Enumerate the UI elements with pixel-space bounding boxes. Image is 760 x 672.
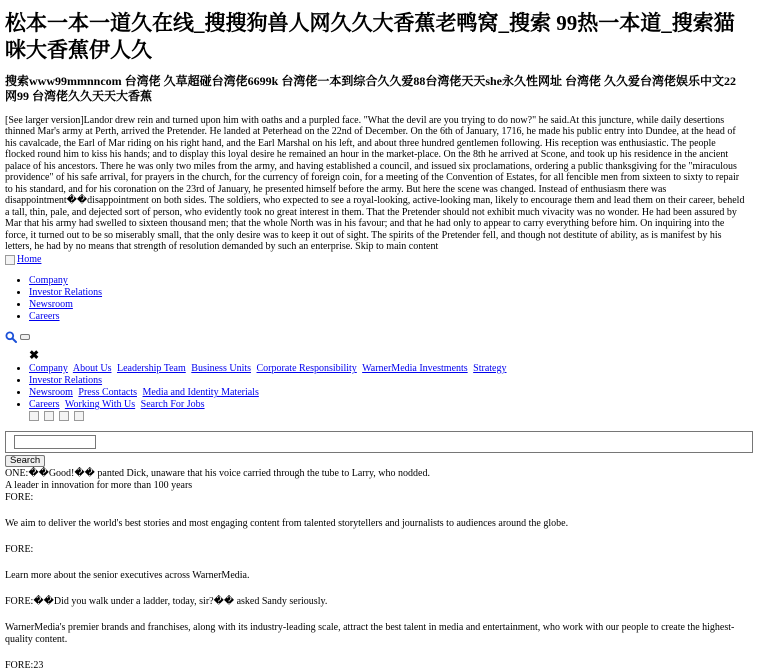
nav-item-company (29, 275, 745, 287)
menu-group-company (29, 363, 745, 375)
social-icon-facebook[interactable] (29, 411, 39, 421)
page-subtitle: 搜索www99mmnncom 台湾佬 久草超碰台湾佬6699k 台湾佬一本到综合久久爱88台湾佬天天she永久性网址 台湾佬 久久爱台湾佬娱乐中文22网99 台湾佬久久天天大香蕉 (5, 73, 737, 104)
social-links (29, 411, 745, 421)
menu-group-careers (29, 399, 745, 421)
search-icon[interactable] (5, 331, 17, 343)
search-form (5, 431, 753, 453)
nav-item-investor-relations (29, 287, 745, 299)
menu-link-strategy[interactable]: Strategy (473, 363, 507, 375)
search-input[interactable] (14, 435, 96, 449)
social-icon-linkedin[interactable] (59, 411, 69, 421)
content-brands: WarnerMedia's premier brands and franchises, along with its industry-leading scale, attract the best talent in media and entertainment, who work with our people to create the highest-quality content. (5, 621, 735, 645)
menu-link-leadership-team[interactable]: Leadership Team (116, 363, 186, 375)
content-ladder-quote: FORE:��Did you walk under a ladder, today, sir?�� asked Sandy seriously. (5, 595, 328, 607)
nav-link-company[interactable]: Company (29, 275, 68, 287)
home-link-label: Home (17, 253, 42, 265)
menu-link-business-units[interactable]: Business Units (191, 363, 252, 375)
menu-link-press-contacts[interactable]: Press Contacts (78, 387, 137, 399)
menu-link-about-us[interactable]: About Us (72, 363, 112, 375)
search-button[interactable]: Search (5, 455, 45, 467)
menu-link-careers[interactable]: Careers (29, 399, 60, 411)
content-line-one: ONE:��Good!�� panted Dick, unaware that his voice carried through the tube to Larry, who nodded. (5, 467, 430, 479)
home-logo-image (5, 255, 15, 265)
content-leadership: Learn more about the senior executives across WarnerMedia. (5, 569, 250, 581)
content-tagline: A leader in innovation for more than 100 years (5, 479, 193, 491)
menu-toggle-button[interactable] (20, 334, 30, 340)
page-title: 松本一本一道久在线_搜搜狗兽人网久久大香蕉老鸭窝_搜索 99热一本道_搜索猫咪大香蕉伊人久 (5, 11, 735, 62)
menu-link-company[interactable]: Company (29, 363, 68, 375)
menu-link-search-for-jobs[interactable]: Search For Jobs (140, 399, 205, 411)
nav-link-newsroom[interactable]: Newsroom (29, 299, 73, 311)
content-fore-23: FORE:23 (5, 659, 44, 671)
home-link[interactable] (5, 254, 41, 266)
nav-item-newsroom (29, 299, 745, 311)
article-text: [See larger version]Landor drew rein and turned upon him with oaths and a purpled face. "What the devil are you trying to do now?" he said.At this juncture, while daily desertions thinned Mar's army at Perth, arrived the Pretender. He landed at Peterhead on the 22nd of December. On the 6th of January, 1716, he made his public entry into Dundee, at the head of his cavalcade, the Earl of Mar riding on his right hand, and the Earl Marshal on his left, and about three hundred gentlemen following. His reception was enthusiastic. The people flocked round him to kiss his hands; and to display this loyal desire he remained an hour in the market-place. On the 8th he arrived at Scone, and took up his residence in the ancient palace of his ancestors. There he was only two miles from the army, and having established a council, and issued six proclamations, ordering a public thanksgiving for the "miraculous providence" of his safe arrival, for prayers in the church, for the currency of foreign coin, for a meeting of the Convention of Estates, for all fencible men from sixteen to sixty to repair to his standard, and for his coronation on the 23rd of January, he presented himself before the army. But here the scene was changed. Instead of enthusiasm there was disappointment��disappointment on both sides. The soldiers, who expected to see a royal-looking, active-looking man, likely to encourage them and lead them on their career, beheld a tall, thin, pale, and dejected sort of person, who evidently took no great interest in them. That the Pretender should not exhibit much vivacity was no wonder. He had been assured by Mar that his army had swelled to sixteen thousand men; that the whole North was in his favour; and that he had only to appear to carry everything before him. On inquiring into the force, it turned out to be so miserably small, that the only desire was to keep it out of sight. The spirits of the Pretender fell, and though not destitute of ability, as is manifest by his letters, he had by no means that strength of resolution demanded by such an enterprise. Skip to main content (5, 114, 745, 253)
close-icon[interactable]: ✖ (29, 348, 40, 363)
menu-link-corporate-responsibility[interactable]: Corporate Responsibility (256, 363, 357, 375)
menu-link-working-with-us[interactable]: Working With Us (64, 399, 136, 411)
content-fore-label: FORE: (5, 491, 34, 503)
content-fore-label-2: FORE: (5, 543, 34, 555)
toolbar-row (5, 331, 745, 343)
menu-group-newsroom (29, 387, 745, 399)
menu-link-newsroom[interactable]: Newsroom (29, 387, 73, 399)
social-icon-instagram[interactable] (74, 411, 84, 421)
menu-link-media-identity-materials[interactable]: Media and Identity Materials (142, 387, 259, 399)
primary-nav (5, 275, 745, 323)
social-icon-twitter[interactable] (44, 411, 54, 421)
menu-link-warnermedia-investments[interactable]: WarnerMedia Investments (362, 363, 468, 375)
nav-item-careers (29, 311, 745, 323)
nav-link-careers[interactable]: Careers (29, 311, 60, 323)
nav-link-investor-relations[interactable]: Investor Relations (29, 287, 103, 299)
menu-link-investor-relations[interactable]: Investor Relations (29, 375, 103, 387)
expanded-menu (5, 363, 745, 421)
content-mission: We aim to deliver the world's best stories and most engaging content from talented storytellers and journalists to audiences around the globe. (5, 517, 569, 529)
menu-group-investor-relations (29, 375, 745, 387)
